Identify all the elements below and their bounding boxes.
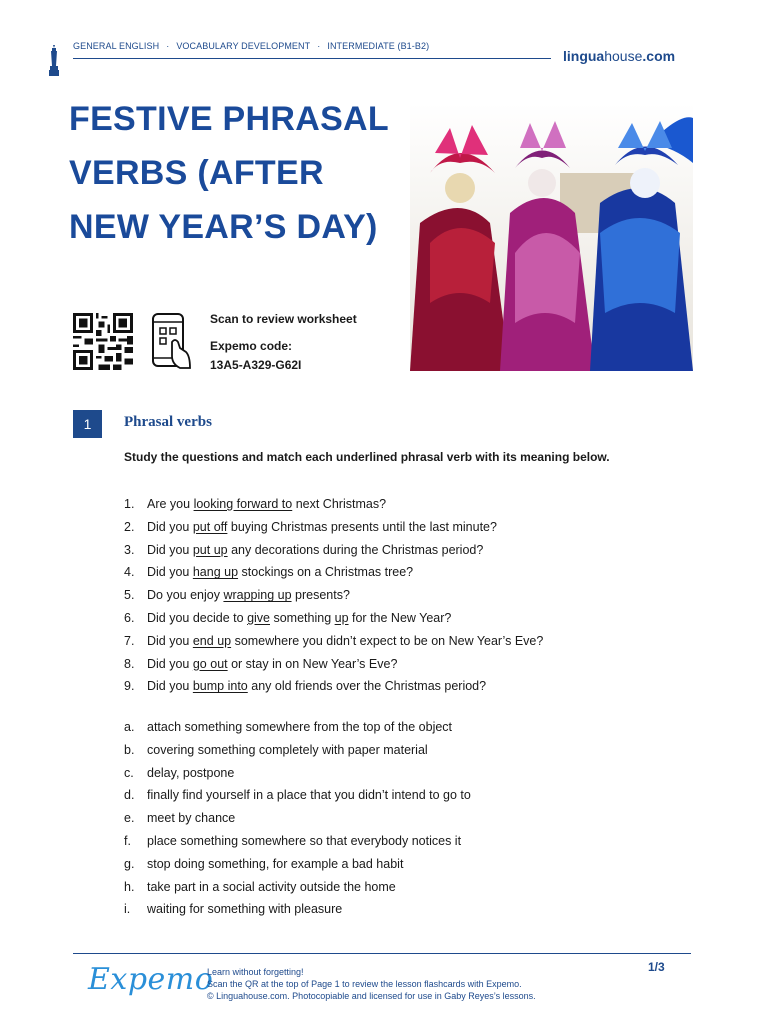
list-item: b. covering something completely with paper material [124, 742, 428, 757]
phrasal-verb: put up [192, 542, 228, 557]
footer-text: Learn without forgetting! Scan the QR at the top of Page 1 to review the lesson flashcards with Expemo. © Linguahouse.com. Photocopiable and licensed for use in Gaby Reyes’s lessons. [207, 967, 536, 1001]
instructions: Study the questions and match each underlined phrasal verb with its meaning below. [124, 450, 610, 464]
footer-divider [73, 953, 691, 954]
list-item: 2. Did you put off buying Christmas presents until the last minute? [124, 519, 497, 534]
meanings-list [124, 719, 471, 924]
phrasal-verb: wrapping up [223, 588, 292, 603]
expemo-logo: Expemo [88, 962, 214, 997]
list-item: e. meet by chance [124, 811, 236, 826]
scan-label: Scan to review worksheet [210, 312, 357, 326]
section-title: Phrasal verbs [124, 414, 212, 430]
breadcrumb-item: GENERAL ENGLISH [73, 41, 160, 51]
breadcrumb-item: INTERMEDIATE (B1-B2) [327, 41, 430, 51]
header-divider [73, 58, 551, 59]
list-item: a. attach something somewhere from the top of the object [124, 720, 453, 734]
list-item: 4. Did you hang up stockings on a Christmas tree? [124, 565, 414, 580]
brand-logo: linguahouse.com [563, 48, 676, 64]
phrasal-verb: bump into [192, 679, 248, 694]
phrasal-verb: give [247, 610, 270, 625]
carnival-photo [410, 103, 693, 371]
list-item: g. stop doing something, for example a bad habit [124, 856, 404, 871]
phrasal-verb: go out [192, 656, 228, 671]
list-item: d. finally find yourself in a place that you didn’t intend to go to [124, 788, 471, 803]
breadcrumb: GENERAL ENGLISH · VOCABULARY DEVELOPMENT · INTERMEDIATE (B1-B2) [73, 41, 430, 51]
statue-of-liberty-icon [48, 44, 60, 76]
phone-scan-icon [150, 312, 192, 372]
phrasal-verb: looking forward to [193, 497, 293, 511]
page-number: 1/3 [648, 960, 665, 974]
section-number: 1 [73, 410, 102, 438]
list-item: 1. Are you looking forward to next Christmas? [124, 497, 387, 511]
qr-code[interactable] [73, 313, 133, 370]
list-item: 5. Do you enjoy wrapping up presents? [124, 588, 350, 603]
list-item: 9. Did you bump into any old friends over the Christmas period? [124, 679, 487, 694]
list-item: c. delay, postpone [124, 765, 235, 780]
list-item: 3. Did you put up any decorations during the Christmas period? [124, 542, 484, 557]
phrasal-verb: put off [192, 519, 228, 534]
page-title: FESTIVE PHRASAL VERBS (AFTER NEW YEAR’S DAY) [69, 100, 389, 246]
phrasal-verb: up [334, 610, 349, 625]
list-item: 8. Did you go out or stay in on New Year’s Eve? [124, 656, 398, 671]
list-item: h. take part in a social activity outside the home [124, 879, 396, 894]
questions-list [124, 496, 543, 701]
expemo-code-label: Expemo code: [210, 339, 293, 353]
phrasal-verb: hang up [192, 565, 239, 580]
phrasal-verb: end up [192, 633, 232, 648]
list-item: i. waiting for something with pleasure [124, 902, 343, 917]
list-item: f. place something somewhere so that everybody notices it [124, 833, 462, 848]
list-item: 6. Did you decide to give something up for the New Year? [124, 610, 452, 625]
expemo-code-value: 13A5-A329-G62I [210, 358, 302, 372]
list-item: 7. Did you end up somewhere you didn’t expect to be on New Year’s Eve? [124, 633, 544, 648]
breadcrumb-item: VOCABULARY DEVELOPMENT [176, 41, 311, 51]
